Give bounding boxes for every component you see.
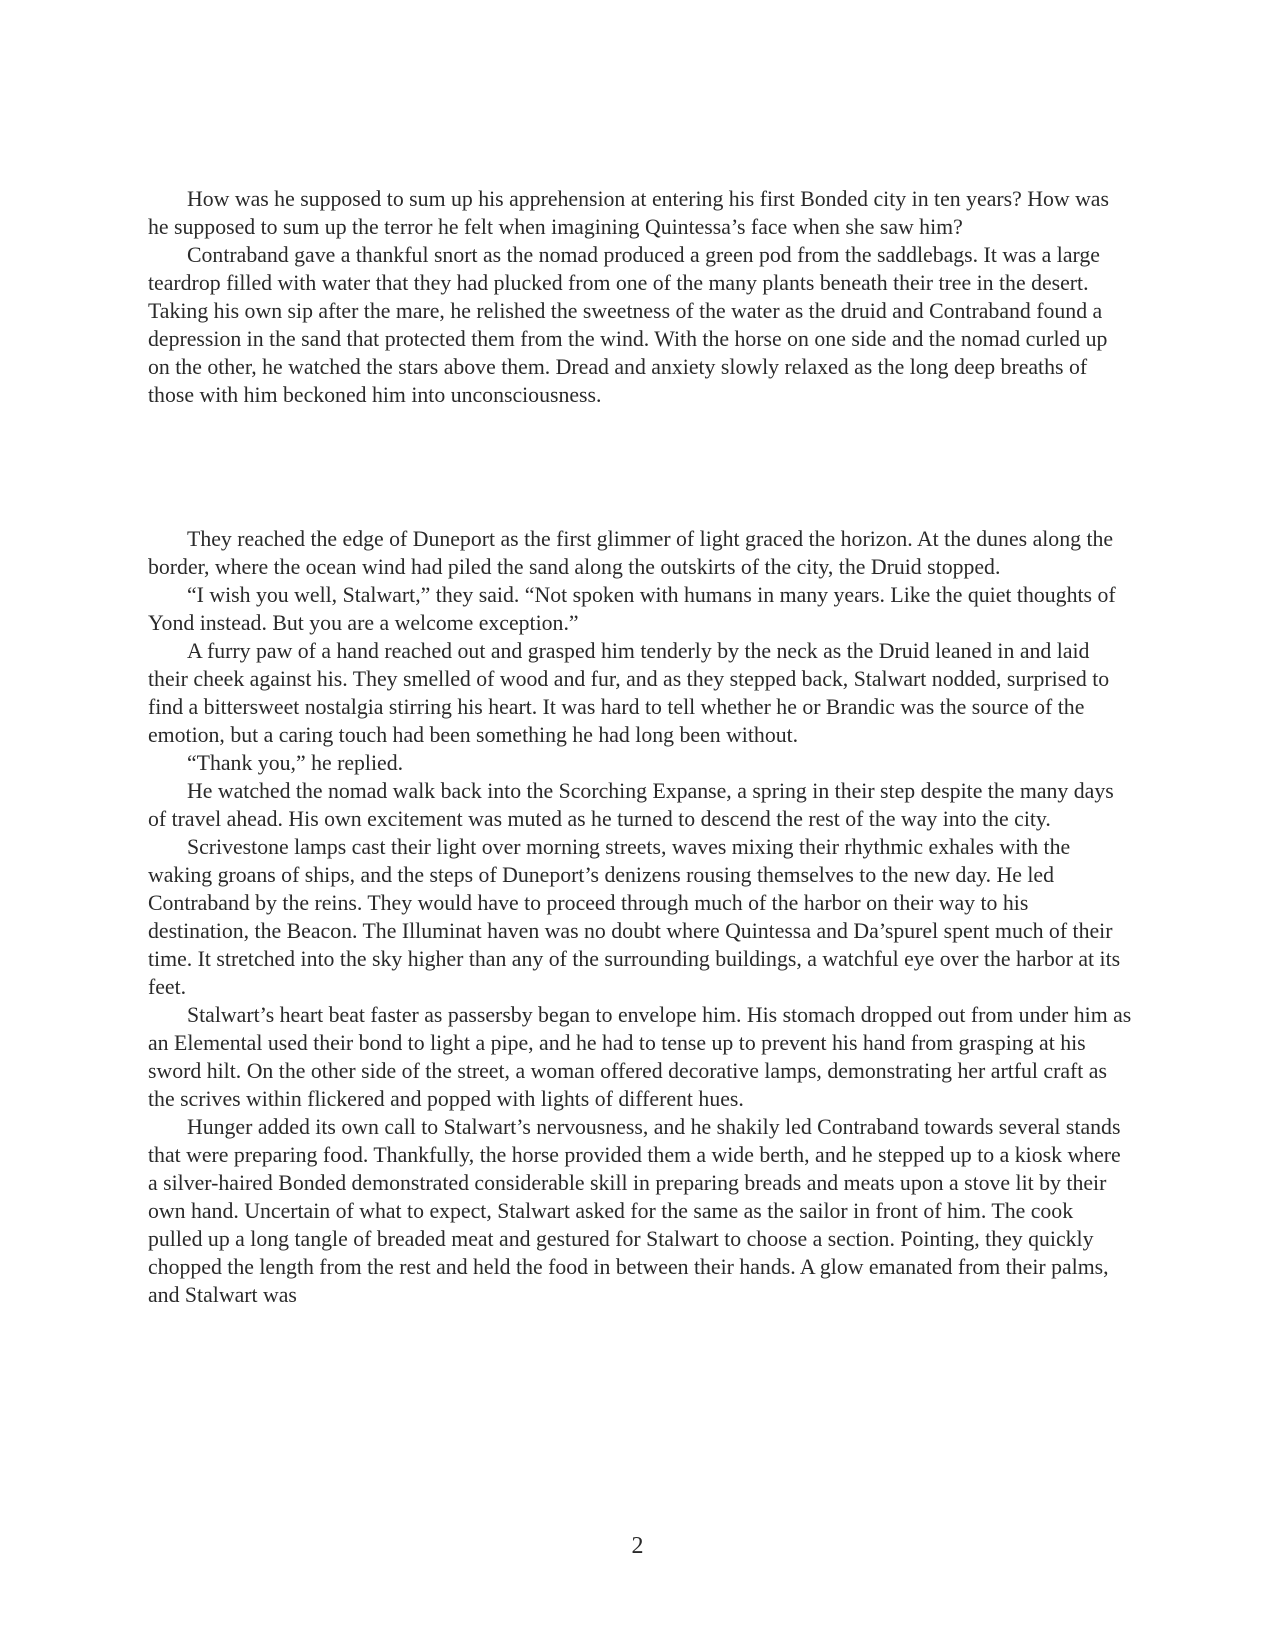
paragraph: “Thank you,” he replied.: [187, 751, 404, 775]
paragraph: He watched the nomad walk back into the Scorching Expanse, a spring in their step despite the many days of travel ahead. His own excitement was muted as he turned to descend the rest of the way into the city.: [148, 779, 1114, 831]
section-1-text: [148, 185, 1133, 409]
paragraph: How was he supposed to sum up his apprehension at entering his first Bonded city in ten years? How was he supposed to sum up the terror he felt when imagining Quintessa’s face when she saw him?: [148, 187, 1109, 239]
paragraph: Scrivestone lamps cast their light over morning streets, waves mixing their rhythmic exhales with the waking groans of ships, and the steps of Duneport’s denizens rousing themselves to the new day. He led Contraband by the reins. They would have to proceed through much of the harbor on their way to his destination, the Beacon. The Illuminat haven was no doubt where Quintessa and Da’spurel spent much of their time. It stretched into the sky higher than any of the surrounding buildings, a watchful eye over the harbor at its feet.: [148, 835, 1121, 999]
paragraph: Hunger added its own call to Stalwart’s nervousness, and he shakily led Contraband towards several stands that were preparing food. Thankfully, the horse provided them a wide berth, and he stepped up to a kiosk where a silver-haired Bonded demonstrated considerable skill in preparing breads and meats upon a stove lit by their own hand. Uncertain of what to expect, Stalwart asked for the same as the sailor in front of him. The cook pulled up a long tangle of breaded meat and gestured for Stalwart to choose a section. Pointing, they quickly chopped the length from the rest and held the food in between their hands. A glow emanated from their palms, and Stalwart was: [148, 1115, 1121, 1307]
paragraph: They reached the edge of Duneport as the first glimmer of light graced the horizon. At the dunes along the border, where the ocean wind had piled the sand along the outskirts of the city, the Druid stopped.: [148, 527, 1114, 579]
paragraph: “I wish you well, Stalwart,” they said. “Not spoken with humans in many years. Like the quiet thoughts of Yond instead. But you are a welcome exception.”: [148, 583, 1116, 635]
paragraph: Contraband gave a thankful snort as the nomad produced a green pod from the saddlebags. It was a large teardrop filled with water that they had plucked from one of the many plants beneath their tree in the desert. Taking his own sip after the mare, he relished the sweetness of the water as the druid and Contraband found a depression in the sand that protected them from the wind. With the horse on one side and the nomad curled up on the other, he watched the stars above them. Dread and anxiety slowly relaxed as the long deep breaths of those with him beckoned him into unconsciousness.: [148, 243, 1108, 407]
paragraph: Stalwart’s heart beat faster as passersby began to envelope him. His stomach dropped out from under him as an Elemental used their bond to light a pipe, and he had to tense up to prevent his hand from grasping at his sword hilt. On the other side of the street, a woman offered decorative lamps, demonstrating her artful craft as the scrives within flickered and popped with lights of different hues.: [148, 1003, 1132, 1111]
section-2-text: [148, 525, 1133, 1309]
page-number: 2: [631, 1533, 644, 1559]
paragraph: A furry paw of a hand reached out and grasped him tenderly by the neck as the Druid leaned in and laid their cheek against his. They smelled of wood and fur, and as they stepped back, Stalwart nodded, surprised to find a bittersweet nostalgia stirring his heart. It was hard to tell whether he or Brandic was the source of the emotion, but a caring touch had been something he had long been without.: [148, 639, 1110, 747]
